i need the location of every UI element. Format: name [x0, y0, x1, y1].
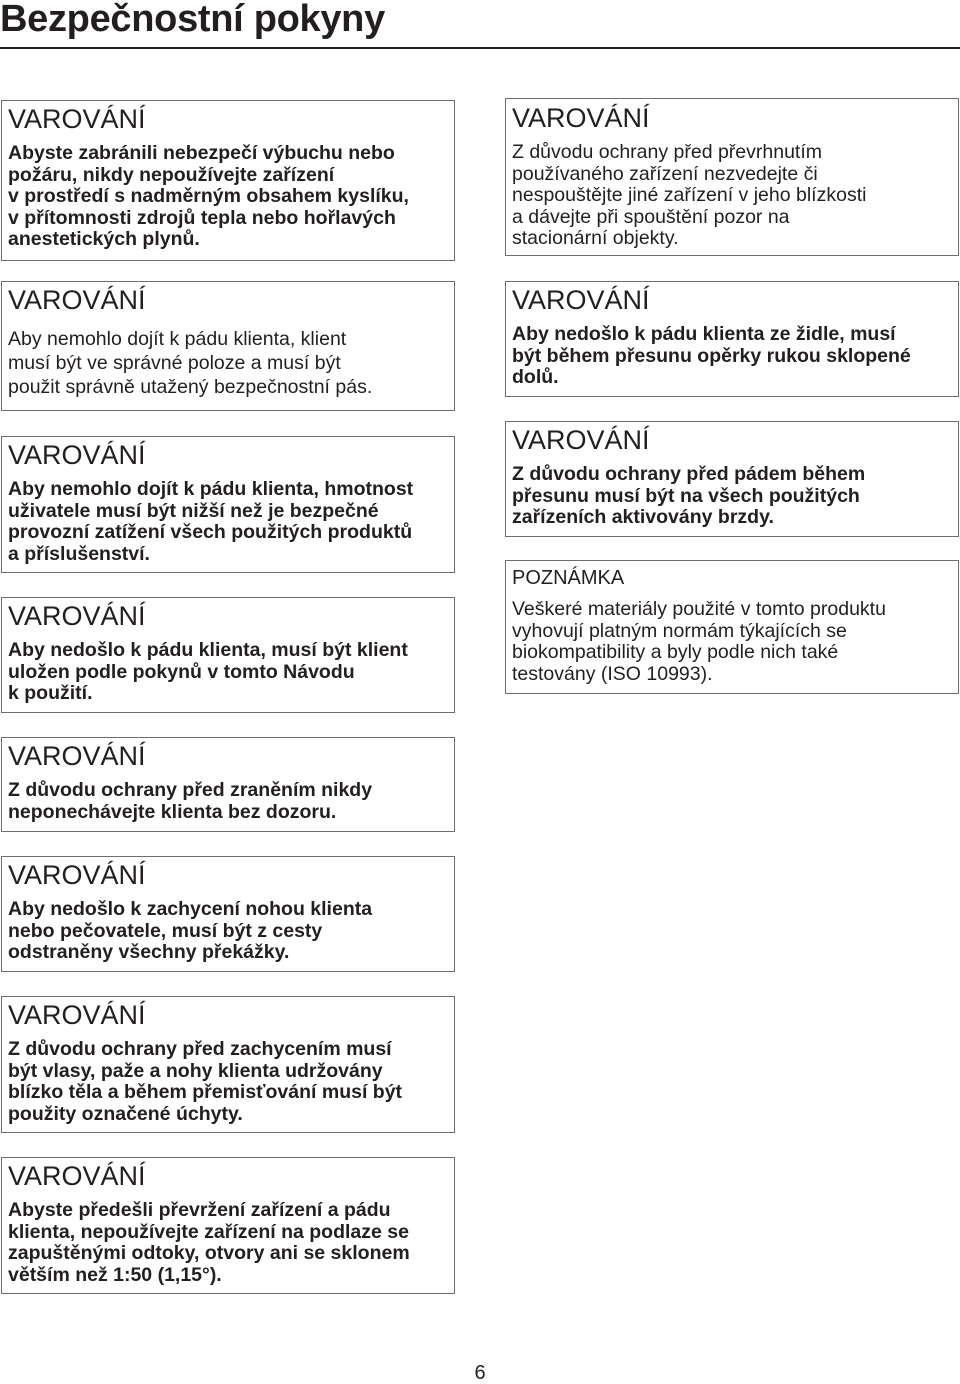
- page-title: Bezpečnostní pokyny: [0, 0, 385, 40]
- warning-text: Z důvodu ochrany před zraněním nikdy neponechávejte klienta bez dozoru.: [8, 779, 373, 823]
- warning-text: Z důvodu ochrany před zachycením musí být vlasy, paže a nohy klienta udržovány blízko těla a během přemisťování musí být použity označené úchyty.: [8, 1038, 403, 1125]
- warning-heading: VAROVÁNÍ: [8, 1000, 146, 1030]
- warning-box-armrests: [505, 281, 959, 397]
- warning-box-weight-limit: [1, 436, 455, 573]
- warning-text: Aby nedošlo k zachycení nohou klienta nebo pečovatele, musí být z cesty odstraněny všechny překážky.: [8, 898, 373, 963]
- warning-text: Z důvodu ochrany před převrhnutím používaného zařízení nezvedejte či nespouštějte jiné zařízení v jeho blízkosti a dávejte při spouštění pozor na stacionární objekty.: [512, 141, 867, 249]
- warning-box-floor-slope: [1, 1157, 455, 1294]
- warning-heading: VAROVÁNÍ: [8, 860, 146, 890]
- warning-heading: VAROVÁNÍ: [8, 104, 146, 134]
- warning-text: Z důvodu ochrany před pádem během přesunu musí být na všech použitých zařízeních aktivovány brzdy.: [512, 463, 866, 528]
- warning-heading: VAROVÁNÍ: [512, 103, 650, 133]
- warning-box-positioning: [1, 281, 455, 411]
- warning-heading: VAROVÁNÍ: [512, 285, 650, 315]
- warning-text: Abyste zabránili nebezpečí výbuchu nebo požáru, nikdy nepoužívejte zařízení v prostředí s nadměrným obsahem kyslíku, v přítomnosti zdrojů tepla nebo hořlavých anestetických plynů.: [8, 142, 409, 250]
- page-number: 6: [474, 1362, 486, 1384]
- warning-heading: VAROVÁNÍ: [8, 741, 146, 771]
- warning-box-instructions: [1, 597, 455, 713]
- warning-box-obstacles: [1, 856, 455, 972]
- title-divider: [0, 47, 960, 49]
- warning-box-tipping: [505, 98, 959, 256]
- warning-heading: VAROVÁNÍ: [512, 425, 650, 455]
- note-text: Veškeré materiály použité v tomto produktu vyhovují platným normám týkajících se biokompatibility a byly podle nich také testovány (ISO 10993).: [512, 598, 886, 685]
- warning-text: Aby nedošlo k pádu klienta, musí být klient uložen podle pokynů v tomto Návodu k použití.: [8, 639, 408, 704]
- warning-heading: VAROVÁNÍ: [8, 285, 146, 315]
- warning-box-entrapment: [1, 996, 455, 1133]
- warning-box-explosion: [1, 100, 455, 261]
- warning-text: Abyste předešli převržení zařízení a pádu klienta, nepoužívejte zařízení na podlaze se zapuštěnými odtoky, otvory ani se sklonem větším než 1:50 (1,15°).: [8, 1199, 410, 1286]
- warning-text: Aby nedošlo k pádu klienta ze židle, musí být během přesunu opěrky rukou sklopené dolů.: [512, 323, 911, 388]
- warning-text: Aby nemohlo dojít k pádu klienta, hmotnost uživatele musí být nižší než je bezpečné provozní zatížení všech použitých produktů a příslušenství.: [8, 478, 414, 565]
- warning-box-brakes: [505, 421, 959, 537]
- warning-text: Aby nemohlo dojít k pádu klienta, klient musí být ve správné poloze a musí být použit správně utažený bezpečnostní pás.: [8, 328, 373, 398]
- warning-heading: VAROVÁNÍ: [8, 440, 146, 470]
- note-heading: POZNÁMKA: [512, 567, 625, 589]
- warning-heading: VAROVÁNÍ: [8, 601, 146, 631]
- warning-box-supervision: [1, 737, 455, 832]
- warning-heading: VAROVÁNÍ: [8, 1161, 146, 1191]
- note-box-biocompatibility: [505, 560, 959, 694]
